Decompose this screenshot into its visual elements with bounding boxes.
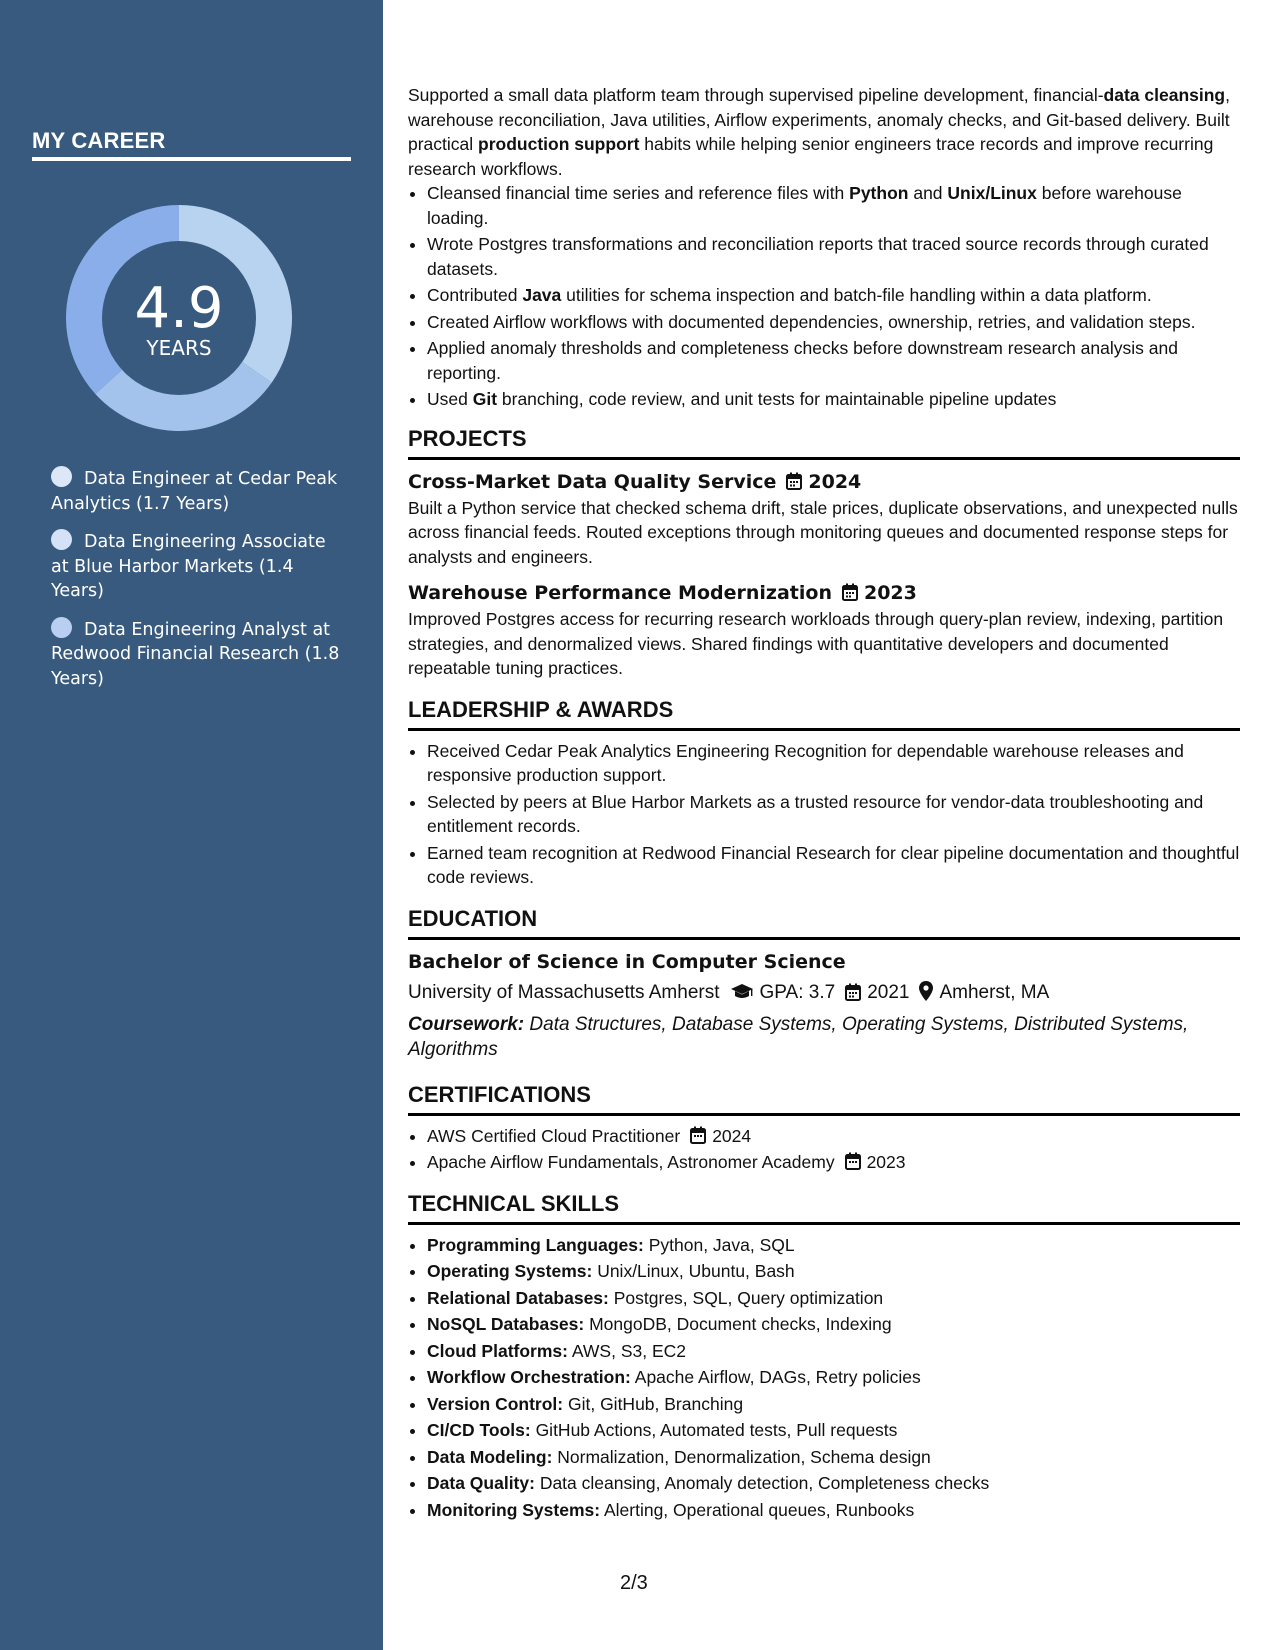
project-title: Warehouse Performance Modernization 2023: [408, 582, 917, 604]
career-item: [51, 466, 341, 516]
list-item: • Programming Languages: Python, Java, SQL: [427, 1233, 1240, 1258]
list-item: • Wrote Postgres transformations and reconciliation reports that traced source records through curated datasets.: [427, 232, 1240, 281]
bullet-dot-icon: [51, 617, 72, 638]
years-label: YEARS: [146, 336, 212, 360]
career-item-text: Data Engineering Analyst at Redwood Financial Research (1.8 Years): [51, 619, 340, 689]
calendar-icon: [845, 983, 861, 1001]
location-pin-icon: [919, 981, 933, 1001]
total-years-value: 4.9: [134, 276, 224, 341]
list-item: • Relational Databases: Postgres, SQL, Query optimization: [427, 1286, 1240, 1311]
project-title: Cross-Market Data Quality Service 2024: [408, 470, 862, 493]
certifications-heading: CERTIFICATIONS: [408, 1080, 1240, 1116]
leadership-list: [408, 739, 1240, 890]
education-heading: EDUCATION: [408, 904, 1240, 940]
calendar-icon: [842, 583, 858, 601]
education-details: [408, 979, 1240, 1007]
projects-heading: PROJECTS: [408, 424, 1240, 460]
main-content: [408, 83, 1240, 1524]
list-item: • Contributed Java utilities for schema inspection and batch-file handling within a data platform.: [427, 283, 1240, 308]
list-item: • Selected by peers at Blue Harbor Markets as a trusted resource for vendor-data troubleshooting and entitlement records.: [427, 790, 1240, 839]
career-divider: [32, 157, 351, 161]
skills-heading: TECHNICAL SKILLS: [408, 1189, 1240, 1225]
graduation-year: 2021: [867, 981, 910, 1003]
summary-paragraph: Supported a small data platform team through supervised pipeline development, financial-data cleansing, warehouse reconciliation, Java utilities, Airflow experiments, anomaly checks, and Git-based delivery. Built practical production support habits while helping senior engineers trace records and improve recurring research workflows.: [408, 85, 1230, 179]
experience-bullets: [408, 181, 1240, 412]
career-item: [51, 617, 341, 692]
list-item: • Applied anomaly thresholds and completeness checks before downstream research analysis and reporting.: [427, 336, 1240, 385]
calendar-icon: [690, 1126, 706, 1144]
leadership-heading: LEADERSHIP & AWARDS: [408, 695, 1240, 731]
list-item: • Apache Airflow Fundamentals, Astronomer Academy 2023: [427, 1150, 1240, 1175]
gpa: GPA: 3.7: [759, 981, 836, 1003]
bullet-dot-icon: [51, 466, 72, 487]
career-item-text: Data Engineering Associate at Blue Harbor Markets (1.4 Years): [51, 532, 326, 601]
list-item: • CI/CD Tools: GitHub Actions, Automated tests, Pull requests: [427, 1418, 1240, 1443]
sidebar: [0, 0, 383, 1650]
project-description: Improved Postgres access for recurring research workloads through query-plan review, indexing, partition strategies, and denormalized views. Shared findings with quantitative developers and documented repeatable tuning practices.: [408, 609, 1224, 678]
list-item: • Received Cedar Peak Analytics Engineering Recognition for dependable warehouse releases and responsive production support.: [427, 739, 1240, 788]
graduation-cap-icon: [730, 983, 754, 1001]
career-item-text: Data Engineer at Cedar Peak Analytics (1.7 Years): [51, 469, 338, 514]
location: Amherst, MA: [939, 981, 1050, 1003]
list-item: • Created Airflow workflows with documented dependencies, ownership, retries, and validation steps.: [427, 310, 1240, 335]
page-number: 2/3: [620, 1572, 648, 1594]
bullet-dot-icon: [51, 529, 72, 550]
list-item: • Data Modeling: Normalization, Denormalization, Schema design: [427, 1445, 1240, 1470]
degree-title: Bachelor of Science in Computer Science: [408, 950, 846, 973]
list-item: • Cloud Platforms: AWS, S3, EC2: [427, 1339, 1240, 1364]
career-list: [51, 466, 341, 704]
list-item: • Monitoring Systems: Alerting, Operational queues, Runbooks: [427, 1498, 1240, 1523]
list-item: • Workflow Orchestration: Apache Airflow, DAGs, Retry policies: [427, 1365, 1240, 1390]
list-item: • AWS Certified Cloud Practitioner 2024: [427, 1124, 1240, 1149]
list-item: • Data Quality: Data cleansing, Anomaly detection, Completeness checks: [427, 1471, 1240, 1496]
list-item: • Operating Systems: Unix/Linux, Ubuntu, Bash: [427, 1259, 1240, 1284]
list-item: • Cleansed financial time series and reference files with Python and Unix/Linux before warehouse loading.: [427, 181, 1240, 230]
list-item: • Earned team recognition at Redwood Financial Research for clear pipeline documentation and thoughtful code reviews.: [427, 841, 1240, 890]
project-description: Built a Python service that checked schema drift, stale prices, duplicate observations, and unexpected nulls across financial feeds. Routed exceptions through monitoring queues and documented response steps for analysts and engineers.: [408, 497, 1238, 567]
career-item: [51, 529, 341, 604]
list-item: • NoSQL Databases: MongoDB, Document checks, Indexing: [427, 1312, 1240, 1337]
certifications-list: [408, 1124, 1240, 1175]
career-title: MY CAREER: [32, 128, 166, 153]
coursework: Coursework: Data Structures, Database Systems, Operating Systems, Distributed Systems, Algorithms: [408, 1013, 1189, 1060]
list-item: • Version Control: Git, GitHub, Branching: [427, 1392, 1240, 1417]
career-donut-chart: [66, 205, 292, 431]
calendar-icon: [845, 1152, 861, 1170]
skills-list: [408, 1233, 1240, 1523]
list-item: • Used Git branching, code review, and unit tests for maintainable pipeline updates: [427, 387, 1240, 412]
school-name: University of Massachusetts Amherst: [408, 981, 720, 1003]
calendar-icon: [786, 472, 802, 490]
